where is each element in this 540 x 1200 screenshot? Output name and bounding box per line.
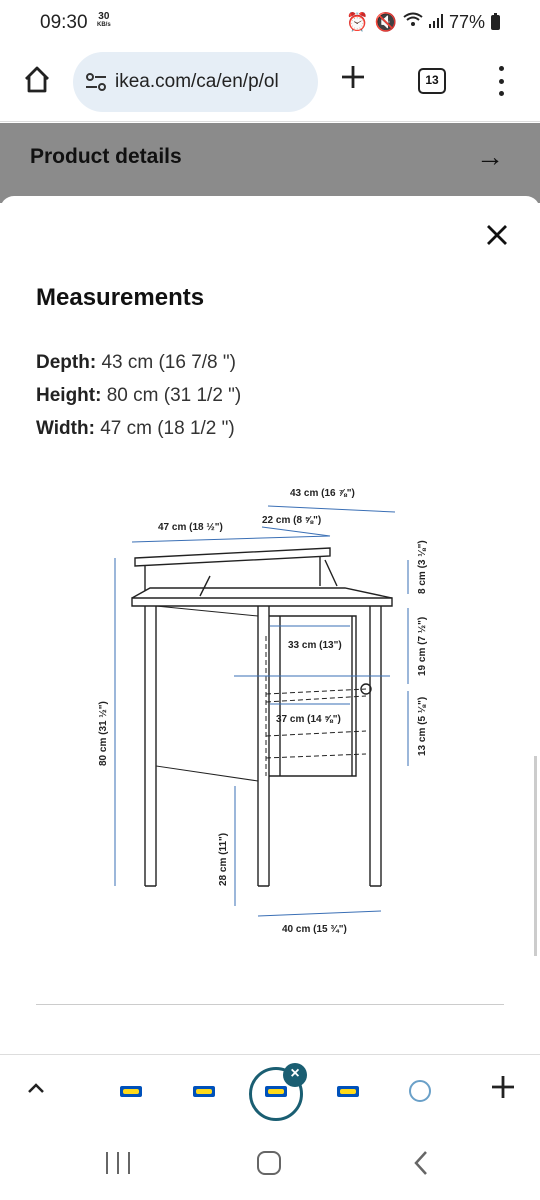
status-time: 09:30	[40, 12, 88, 33]
measurements-list	[36, 346, 241, 445]
home-button[interactable]	[22, 64, 52, 94]
home-icon	[22, 64, 52, 94]
address-bar[interactable]	[73, 52, 318, 112]
site-settings-icon[interactable]	[85, 72, 107, 92]
nav-home-button[interactable]	[257, 1151, 281, 1175]
plus-icon	[490, 1074, 516, 1100]
dimension-drawing	[90, 476, 450, 946]
tab-switcher-button[interactable]: 13	[418, 68, 446, 94]
chevron-up-icon	[26, 1081, 46, 1095]
measurement-value: 80 cm (31 1/2 ")	[106, 385, 242, 406]
dim-width-top: 47 cm (18 ½")	[158, 522, 223, 533]
alarm-icon: ⏰	[346, 12, 369, 32]
dim-upper-gap: 19 cm (7 ½")	[417, 616, 428, 676]
dim-inner-lower: 37 cm (14 ⅝")	[276, 714, 341, 725]
scrollbar[interactable]	[534, 756, 537, 956]
dim-depth-top: 43 cm (16 ⅞")	[290, 488, 355, 499]
measurement-label: Depth:	[36, 352, 97, 373]
measurements-title: Measurements	[36, 284, 205, 311]
measurement-row-depth	[36, 346, 241, 379]
divider	[36, 1004, 504, 1005]
status-bar	[0, 0, 540, 46]
add-tab-button[interactable]	[490, 1073, 516, 1105]
ikea-tab-favicon[interactable]	[193, 1086, 215, 1097]
product-details-heading: Product details	[30, 145, 182, 168]
arrow-right-icon: →	[476, 141, 504, 172]
network-speed-unit: KB/s	[97, 22, 111, 28]
ikea-tab-favicon[interactable]	[120, 1086, 142, 1097]
measurement-row-width	[36, 412, 241, 445]
browser-toolbar	[0, 46, 540, 122]
dim-base-width: 40 cm (15 ¾")	[282, 924, 347, 935]
recent-bar-icon	[128, 1152, 130, 1174]
close-tab-icon[interactable]: ×	[283, 1063, 307, 1087]
globe-tab-icon[interactable]	[409, 1080, 431, 1102]
ikea-tab-favicon	[265, 1086, 287, 1097]
menu-dot-icon	[499, 91, 504, 96]
dim-lower-gap: 13 cm (5 ⅛")	[417, 696, 428, 756]
dim-shelf-depth: 22 cm (8 ⅝")	[262, 515, 322, 526]
battery-percent: 77%	[448, 12, 485, 32]
measurements-sheet	[0, 196, 540, 1054]
dim-total-height: 80 cm (31 ½")	[98, 701, 109, 766]
system-nav-bar	[0, 1130, 540, 1200]
wifi-icon	[403, 12, 423, 33]
new-tab-button[interactable]	[340, 64, 366, 94]
recent-bar-icon	[106, 1152, 108, 1174]
close-icon	[484, 222, 510, 248]
nav-back-button[interactable]	[412, 1150, 430, 1181]
dim-shelf-height: 8 cm (3 ⅛")	[417, 540, 428, 594]
measurement-label: Width:	[36, 418, 95, 439]
battery-icon	[491, 15, 500, 30]
background-page-overlay[interactable]	[0, 123, 540, 203]
status-icons	[346, 12, 500, 33]
expand-tabs-button[interactable]	[26, 1081, 46, 1100]
mute-icon: 🔇	[374, 12, 397, 32]
ikea-tab-favicon[interactable]	[337, 1086, 359, 1097]
network-speed	[97, 12, 111, 30]
close-button[interactable]	[484, 222, 510, 248]
dim-leg-height: 28 cm (11")	[218, 832, 229, 886]
recent-bar-icon	[117, 1152, 119, 1174]
measurement-label: Height:	[36, 385, 102, 406]
more-menu-button[interactable]	[497, 66, 505, 96]
recent-apps-button[interactable]	[106, 1152, 130, 1174]
tab-strip	[0, 1054, 540, 1130]
menu-dot-icon	[499, 66, 504, 71]
signal-icon	[429, 12, 443, 33]
url-text[interactable]: ikea.com/ca/en/p/ol	[115, 71, 279, 92]
dim-inner-upper: 33 cm (13")	[288, 640, 342, 651]
measurement-row-height	[36, 379, 241, 412]
back-icon	[412, 1150, 430, 1176]
measurement-value: 43 cm (16 7/8 ")	[101, 352, 236, 373]
plus-icon	[340, 64, 366, 90]
network-speed-value: 30	[98, 11, 110, 22]
measurement-value: 47 cm (18 1/2 ")	[100, 418, 235, 439]
menu-dot-icon	[499, 79, 504, 84]
